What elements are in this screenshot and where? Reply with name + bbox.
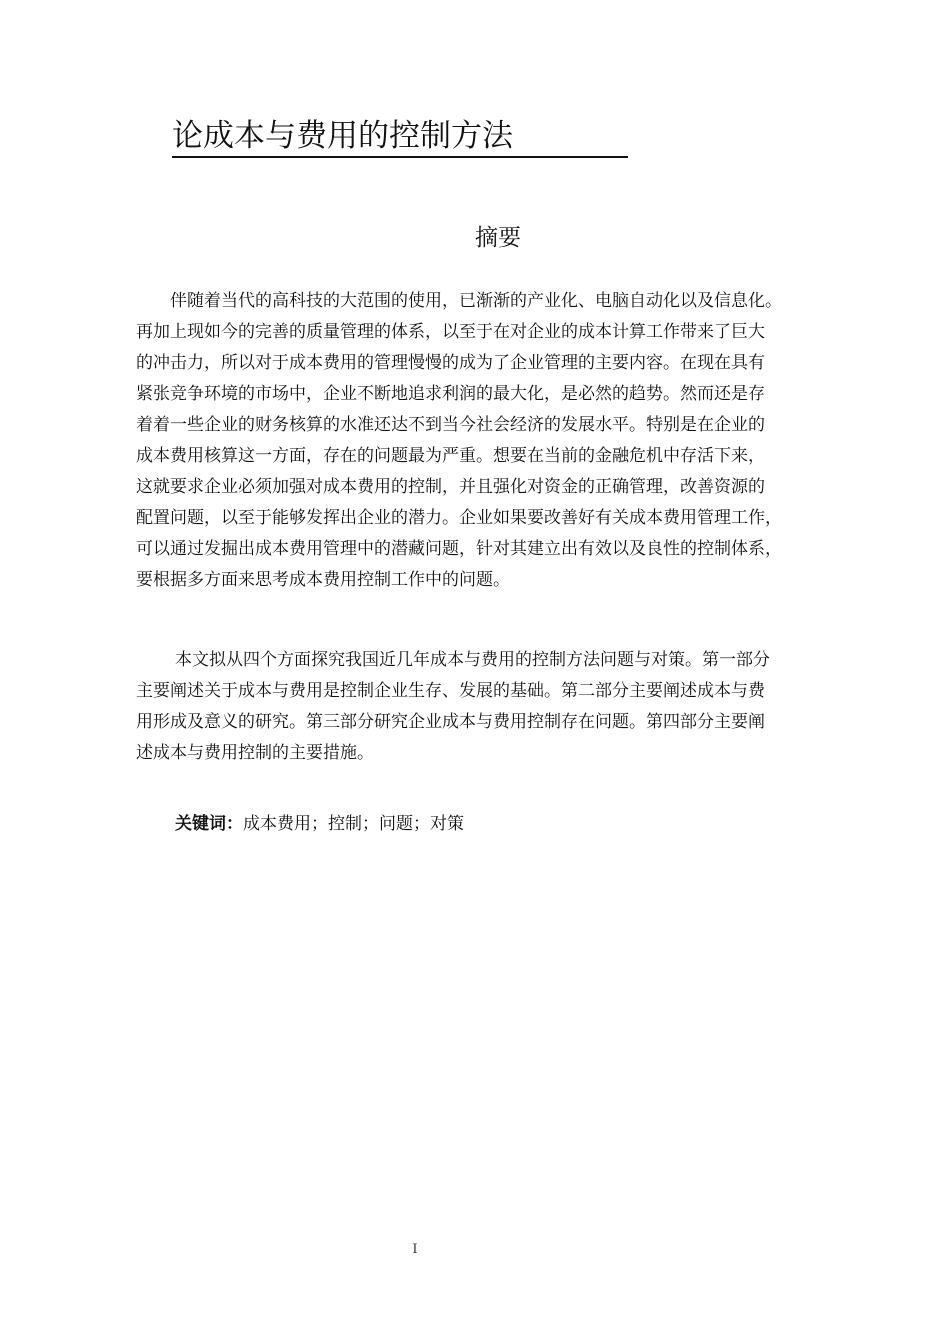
page-number: I (412, 1242, 418, 1257)
paragraph-line: 成本费用核算这一方面，存在的问题最为严重。想要在当前的金融危机中存活下来， (136, 446, 765, 466)
keywords-label: 关键词： (175, 814, 243, 834)
paragraph-line: 述成本与费用控制的主要措施。 (136, 743, 374, 763)
abstract-paragraph-1 (136, 286, 866, 596)
paragraph-line: 紧张竞争环境的市场中，企业不断地追求利润的最大化，是必然的趋势。然而还是存 (136, 384, 765, 404)
paragraph-line: 再加上现如今的完善的质量管理的体系，以至于在对企业的成本计算工作带来了巨大 (136, 322, 765, 342)
paragraph-line: 要根据多方面来思考成本费用控制工作中的问题。 (136, 570, 510, 590)
abstract-paragraph-2 (136, 645, 866, 769)
paragraph-line: 用形成及意义的研究。第三部分研究企业成本与费用控制存在问题。第四部分主要阐 (136, 712, 765, 732)
keywords-text: 成本费用；控制；问题；对策 (243, 814, 464, 834)
abstract-heading: 摘要 (475, 225, 521, 251)
paragraph-line: 配置问题，以至于能够发挥出企业的潜力。企业如果要改善好有关成本费用管理工作， (136, 508, 782, 528)
document-title: 论成本与费用的控制方法 (172, 116, 628, 158)
keywords-line (175, 809, 464, 840)
paragraph-line: 主要阐述关于成本与费用是控制企业生存、发展的基础。第二部分主要阐述成本与费 (136, 681, 765, 701)
paragraph-line: 这就要求企业必须加强对成本费用的控制，并且强化对资金的正确管理，改善资源的 (136, 477, 765, 497)
paragraph-line: 着着一些企业的财务核算的水准还达不到当今社会经济的发展水平。特别是在企业的 (136, 415, 765, 435)
paragraph-line: 本文拟从四个方面探究我国近几年成本与费用的控制方法问题与对策。第一部分 (175, 650, 770, 670)
paragraph-line: 的冲击力，所以对于成本费用的管理慢慢的成为了企业管理的主要内容。在现在具有 (136, 353, 765, 373)
paragraph-line: 可以通过发掘出成本费用管理中的潜藏问题，针对其建立出有效以及良性的控制体系， (136, 539, 782, 559)
paragraph-line: 伴随着当代的高科技的大范围的使用，已渐渐的产业化、电脑自动化以及信息化。 (170, 291, 782, 311)
